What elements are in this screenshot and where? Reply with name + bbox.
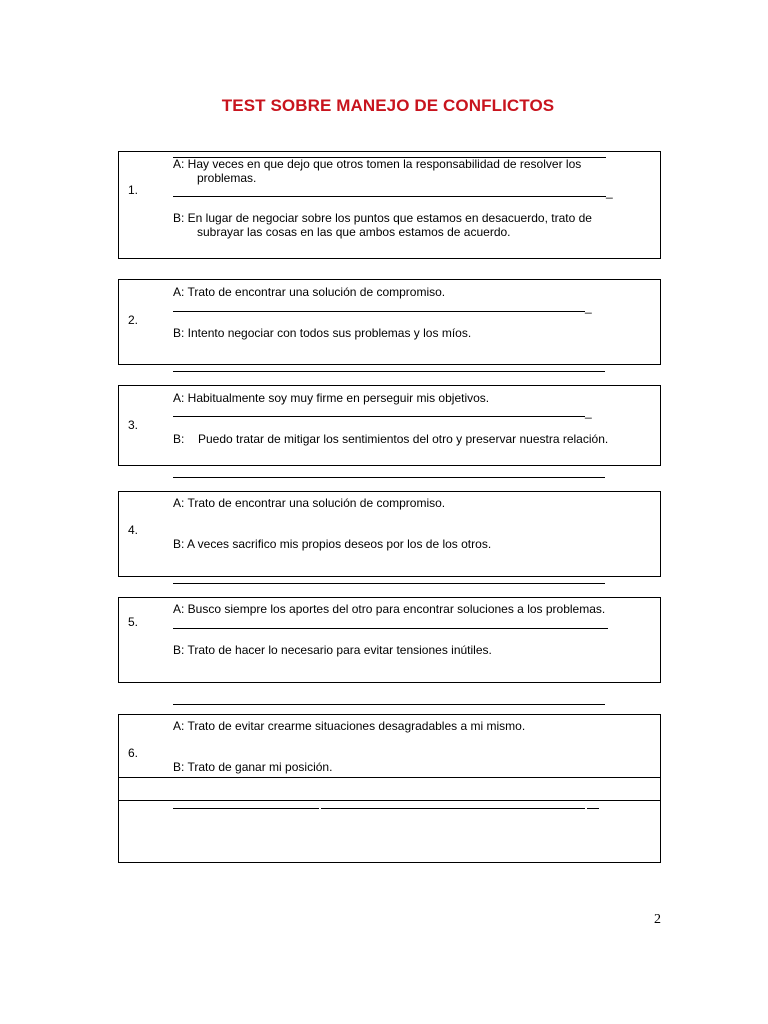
option-b-text: B: Trato de hacer lo necesario para evitar tensiones inútiles. bbox=[173, 643, 492, 657]
option-a-text: A: Trato de encontrar una solución de compromiso. bbox=[173, 285, 446, 299]
question-box-6 bbox=[118, 714, 661, 863]
answer-line bbox=[173, 371, 605, 372]
question-number: 5. bbox=[128, 615, 139, 629]
option-b-text: B: A veces sacrifico mis propios deseos por los de los otros. bbox=[173, 537, 492, 551]
table-divider bbox=[119, 800, 660, 801]
question-box-5 bbox=[118, 597, 661, 683]
page-number: 2 bbox=[654, 912, 661, 927]
answer-line bbox=[173, 583, 605, 584]
option-b-text: B: Intento negociar con todos sus problemas y los míos. bbox=[173, 326, 472, 340]
option-b-text-continued: subrayar las cosas en las que ambos estamos de acuerdo. bbox=[197, 225, 511, 239]
question-number: 3. bbox=[128, 418, 139, 432]
option-b-text: Puedo tratar de mitigar los sentimientos del otro y preservar nuestra relación. bbox=[198, 432, 609, 446]
option-a-text: A: Trato de encontrar una solución de compromiso. bbox=[173, 496, 446, 510]
question-number: 1. bbox=[128, 183, 139, 197]
option-a-text-continued: problemas. bbox=[197, 171, 257, 185]
option-b-label: B: bbox=[173, 432, 185, 446]
page-title: TEST SOBRE MANEJO DE CONFLICTOS bbox=[221, 96, 555, 115]
question-number: 2. bbox=[128, 313, 139, 327]
option-b-text: B: En lugar de negociar sobre los puntos que estamos en desacuerdo, trato de bbox=[173, 211, 592, 225]
answer-line bbox=[173, 477, 605, 478]
answer-line bbox=[173, 808, 319, 809]
answer-line bbox=[587, 808, 599, 809]
question-box-3 bbox=[118, 385, 661, 466]
answer-line bbox=[173, 628, 608, 629]
answer-line-tail: _ bbox=[585, 300, 592, 314]
option-a-text: A: Habitualmente soy muy firme en perseguir mis objetivos. bbox=[173, 391, 490, 405]
option-b-text: B: Trato de ganar mi posición. bbox=[173, 760, 333, 774]
answer-line bbox=[173, 416, 585, 417]
question-number: 4. bbox=[128, 523, 139, 537]
table-divider bbox=[119, 777, 660, 778]
answer-line bbox=[173, 311, 585, 312]
question-number: 6. bbox=[128, 746, 139, 760]
option-a-text: A: Busco siempre los aportes del otro para encontrar soluciones a los problemas. bbox=[173, 602, 606, 616]
question-box-1 bbox=[118, 151, 661, 259]
answer-line-tail: _ bbox=[606, 185, 613, 199]
option-a-text: A: Trato de evitar crearme situaciones desagradables a mi mismo. bbox=[173, 719, 526, 733]
answer-line bbox=[321, 808, 585, 809]
answer-line bbox=[173, 196, 606, 197]
answer-line bbox=[173, 704, 605, 705]
question-box-4 bbox=[118, 491, 661, 577]
question-box-2 bbox=[118, 279, 661, 365]
answer-line-tail: _ bbox=[585, 405, 592, 419]
option-a-text: A: Hay veces en que dejo que otros tomen la responsabilidad de resolver los bbox=[173, 157, 582, 171]
